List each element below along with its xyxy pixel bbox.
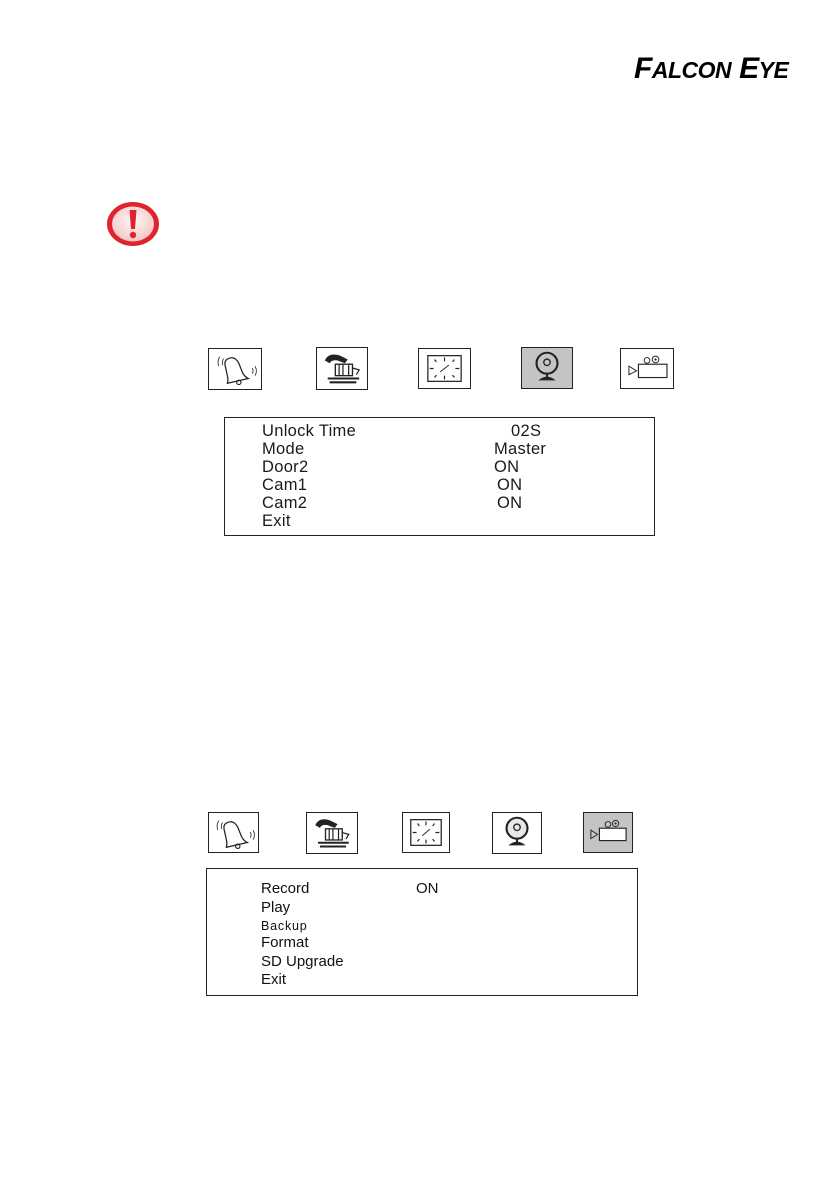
webcam-icon[interactable] (492, 812, 542, 854)
clock-icon[interactable] (418, 348, 471, 389)
menu-item-label: Record (261, 880, 310, 897)
menu-row-backup[interactable] (207, 917, 637, 935)
menu-item-value: ON (497, 494, 523, 512)
menu-row-exit[interactable] (207, 971, 637, 989)
bell-icon[interactable] (208, 812, 259, 853)
menu-item-label: Play (261, 899, 291, 916)
menu-row-mode[interactable] (225, 440, 654, 458)
logo-letter: E (739, 52, 759, 85)
menu-row-format[interactable] (207, 934, 637, 952)
menu-item-value: ON (494, 458, 520, 476)
brand-logo (634, 52, 788, 86)
door-settings-menu (224, 417, 655, 536)
menu-item-label: Door2 (262, 458, 309, 476)
camcorder-icon[interactable] (620, 348, 674, 389)
logo-letter: F (634, 52, 652, 85)
menu-row-cam2[interactable] (225, 494, 654, 512)
camcorder-icon[interactable] (583, 812, 633, 853)
menu-item-label: Unlock Time (262, 422, 357, 440)
menu-row-sd-upgrade[interactable] (207, 953, 637, 971)
menu-row-record[interactable] (207, 880, 637, 898)
menu-item-value: 02S (511, 422, 542, 440)
menu-item-label: Backup (261, 919, 308, 933)
menu-row-cam1[interactable] (225, 476, 654, 494)
clock-icon[interactable] (402, 812, 450, 853)
menu-item-label: Mode (262, 440, 305, 458)
menu-item-label: Exit (261, 971, 287, 988)
menu-row-door2[interactable] (225, 458, 654, 476)
menu-row-play[interactable] (207, 899, 637, 917)
menu-item-value: ON (416, 880, 439, 897)
warning-exclamation-icon (105, 200, 161, 248)
webcam-icon[interactable] (521, 347, 573, 389)
menu-item-value: Master (494, 440, 547, 458)
menu-item-label: SD Upgrade (261, 953, 344, 970)
menu-item-label: Cam2 (262, 494, 308, 512)
menu-row-exit[interactable] (225, 512, 654, 530)
menu-item-value: ON (497, 476, 523, 494)
menu-item-label: Cam1 (262, 476, 308, 494)
menu-item-label: Exit (262, 512, 291, 530)
bell-icon[interactable] (208, 348, 262, 390)
intercom-icon[interactable] (306, 812, 358, 854)
menu-row-unlock-time[interactable] (225, 422, 654, 440)
record-settings-menu (206, 868, 638, 996)
logo-text: YE (758, 57, 789, 83)
intercom-icon[interactable] (316, 347, 368, 390)
menu-item-label: Format (261, 934, 309, 951)
logo-text: ALCON (651, 57, 732, 83)
